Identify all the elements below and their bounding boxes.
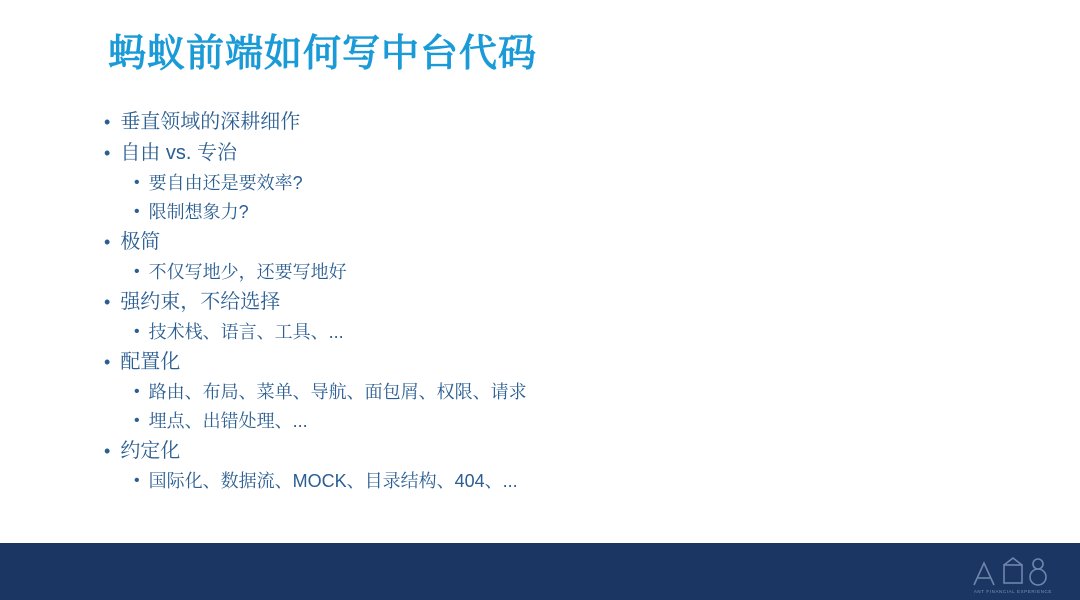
list-item-label: 要自由还是要效率?	[148, 173, 303, 193]
list-item-label: 国际化、数据流、MOCK、目录结构、404、...	[148, 471, 518, 491]
list-item-label: 配置化	[120, 351, 181, 373]
footer-bar	[0, 543, 1080, 600]
bullet-dot-icon: •	[104, 112, 111, 132]
list-item-label: 限制想象力?	[148, 202, 249, 222]
list-item-label: 路由、布局、菜单、导航、面包屑、权限、请求	[148, 382, 527, 402]
list-item-label: 技术栈、语言、工具、...	[148, 322, 344, 342]
list-item	[100, 174, 980, 192]
bullet-dot-icon: •	[104, 352, 111, 372]
list-item-label: 极简	[120, 231, 161, 253]
bullet-dot-icon: •	[134, 323, 140, 340]
list-item	[100, 412, 980, 430]
list-item-label: 不仅写地少，还要写地好	[148, 262, 347, 282]
bullet-dot-icon: •	[134, 263, 140, 280]
bullet-dot-icon: •	[134, 383, 140, 400]
list-item-label: 强约束，不给选择	[120, 291, 281, 313]
list-item-label: 约定化	[120, 440, 181, 462]
list-item	[100, 441, 980, 461]
list-item-label: 自由 vs. 专治	[120, 142, 237, 164]
list-item	[100, 352, 980, 372]
bullet-dot-icon: •	[104, 143, 111, 163]
list-item	[100, 263, 980, 281]
list-item	[100, 323, 980, 341]
list-item	[100, 143, 980, 163]
bullet-dot-icon: •	[134, 472, 140, 489]
list-item	[100, 232, 980, 252]
ant-financial-logo-icon	[964, 551, 1052, 593]
list-item	[100, 472, 980, 490]
bullet-dot-icon: •	[134, 203, 140, 220]
bullet-list	[100, 112, 980, 501]
bullet-dot-icon: •	[104, 292, 111, 312]
list-item	[100, 292, 980, 312]
list-item	[100, 383, 980, 401]
bullet-dot-icon: •	[104, 441, 111, 461]
list-item	[100, 112, 980, 132]
bullet-dot-icon: •	[134, 412, 140, 429]
page-title: 蚂蚁前端如何写中台代码	[108, 33, 538, 75]
bullet-dot-icon: •	[104, 232, 111, 252]
list-item	[100, 203, 980, 221]
bullet-dot-icon: •	[134, 174, 140, 191]
logo-caption: ANT FINANCIAL EXPERIENCE	[973, 589, 1052, 594]
list-item-label: 垂直领域的深耕细作	[120, 111, 301, 133]
list-item-label: 埋点、出错处理、...	[148, 411, 308, 431]
